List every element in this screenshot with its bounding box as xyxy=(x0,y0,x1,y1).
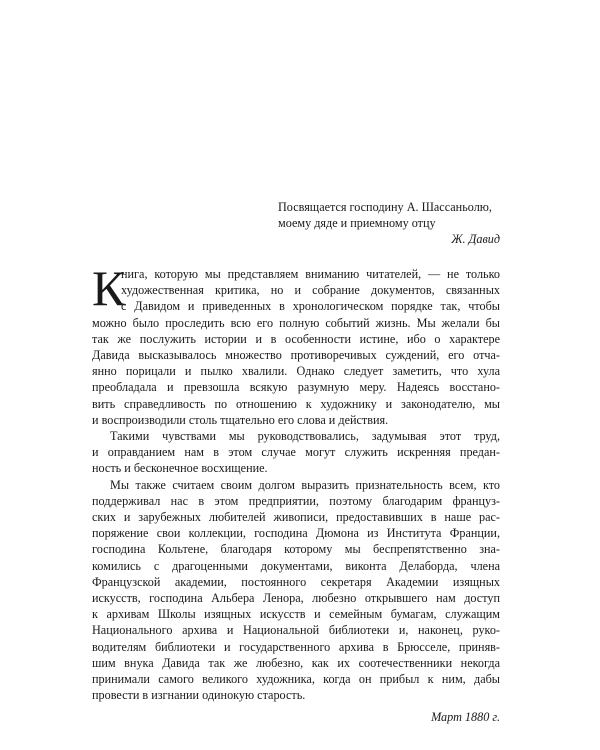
paragraph xyxy=(92,260,500,428)
text-line: преобладала и превзошла всякую разумную меру. Надеясь восстано- xyxy=(92,380,500,395)
preface-date: Март 1880 г. xyxy=(431,710,500,725)
paragraph xyxy=(92,428,500,477)
text-line: ских и зарубежных любителей живописи, предоставивших в наше рас- xyxy=(92,510,500,525)
drop-cap: К xyxy=(92,260,126,316)
paragraph xyxy=(92,477,500,704)
text-line: поряжение свои коллекции, господина Дюмона из Института Франции, xyxy=(92,526,500,541)
text-line: ность и бесконечное восхищение. xyxy=(92,461,268,476)
text-line: так же послужить истории и в особенности истине, ибо о характере xyxy=(92,331,500,346)
text-line: с Давидом и приведенных в хронологическом порядке так, чтобы xyxy=(121,299,500,314)
text-line: провести в изгнании одинокую старость. xyxy=(92,688,306,703)
dedication-line: моему дяде и приемному отцу xyxy=(278,216,436,230)
text-line: комились с драгоценными документами, виконта Делаборда, члена xyxy=(92,558,500,573)
dedication-line: Посвящается господину А. Шассаньолю, xyxy=(278,200,492,214)
first-paragraph xyxy=(92,260,500,428)
text-line: и оправданием нам в этом случае могут служить искренняя предан- xyxy=(92,445,500,460)
text-line: шим внука Давида так же любезно, как их соотечественники некогда xyxy=(92,655,500,670)
text-line: можно было проследить всю его полную событий жизнь. Мы желали бы xyxy=(92,315,500,330)
text-line: к архивам Школы изящных искусств и семейным бумагам, служащим xyxy=(92,607,500,622)
text-line: Давида высказывалось множество противоречивых суждений, его отча- xyxy=(92,348,500,363)
text-line: господина Кольтене, благодаря которому мы беспрепятственно зна- xyxy=(92,542,500,557)
text-line: Мы также считаем своим долгом выразить признательность всем, кто xyxy=(110,477,500,492)
text-line: художественная критика, но и собрание документов, связанных xyxy=(121,283,500,298)
text-line: искусств, господина Альбера Ленора, любезно открывшего нам доступ xyxy=(92,591,500,606)
text-line: принимали самого великого художника, когда он прибыл к ним, дабы xyxy=(92,672,500,687)
dedication-signature: Ж. Давид xyxy=(451,232,500,246)
dedication xyxy=(278,199,500,247)
text-line: водителям библиотеки и государственного архива в Брюсселе, приняв- xyxy=(92,639,500,654)
text-line: Национального архива и Национальной библиотеки и, наконец, руко- xyxy=(92,623,500,638)
text-line: Французской академии, постоянного секретаря Академии изящных xyxy=(92,574,500,589)
text-line: нига, которую мы представляем вниманию читателей, — не только xyxy=(121,267,500,281)
text-line: Такими чувствами мы руководствовались, задумывая этот труд, xyxy=(110,429,500,444)
text-line: и воспроизводили столь тщательно его слова и действия. xyxy=(92,412,389,427)
text-line: янно порицали и пылко хвалили. Однако следует заметить, что хула xyxy=(92,364,500,379)
preface-text xyxy=(92,260,500,726)
text-line: поддерживал нас в этом предприятии, поэтому благодарим француз- xyxy=(92,493,500,508)
text-line: вить справедливость по отношению к художнику и законодателю, мы xyxy=(92,396,500,411)
